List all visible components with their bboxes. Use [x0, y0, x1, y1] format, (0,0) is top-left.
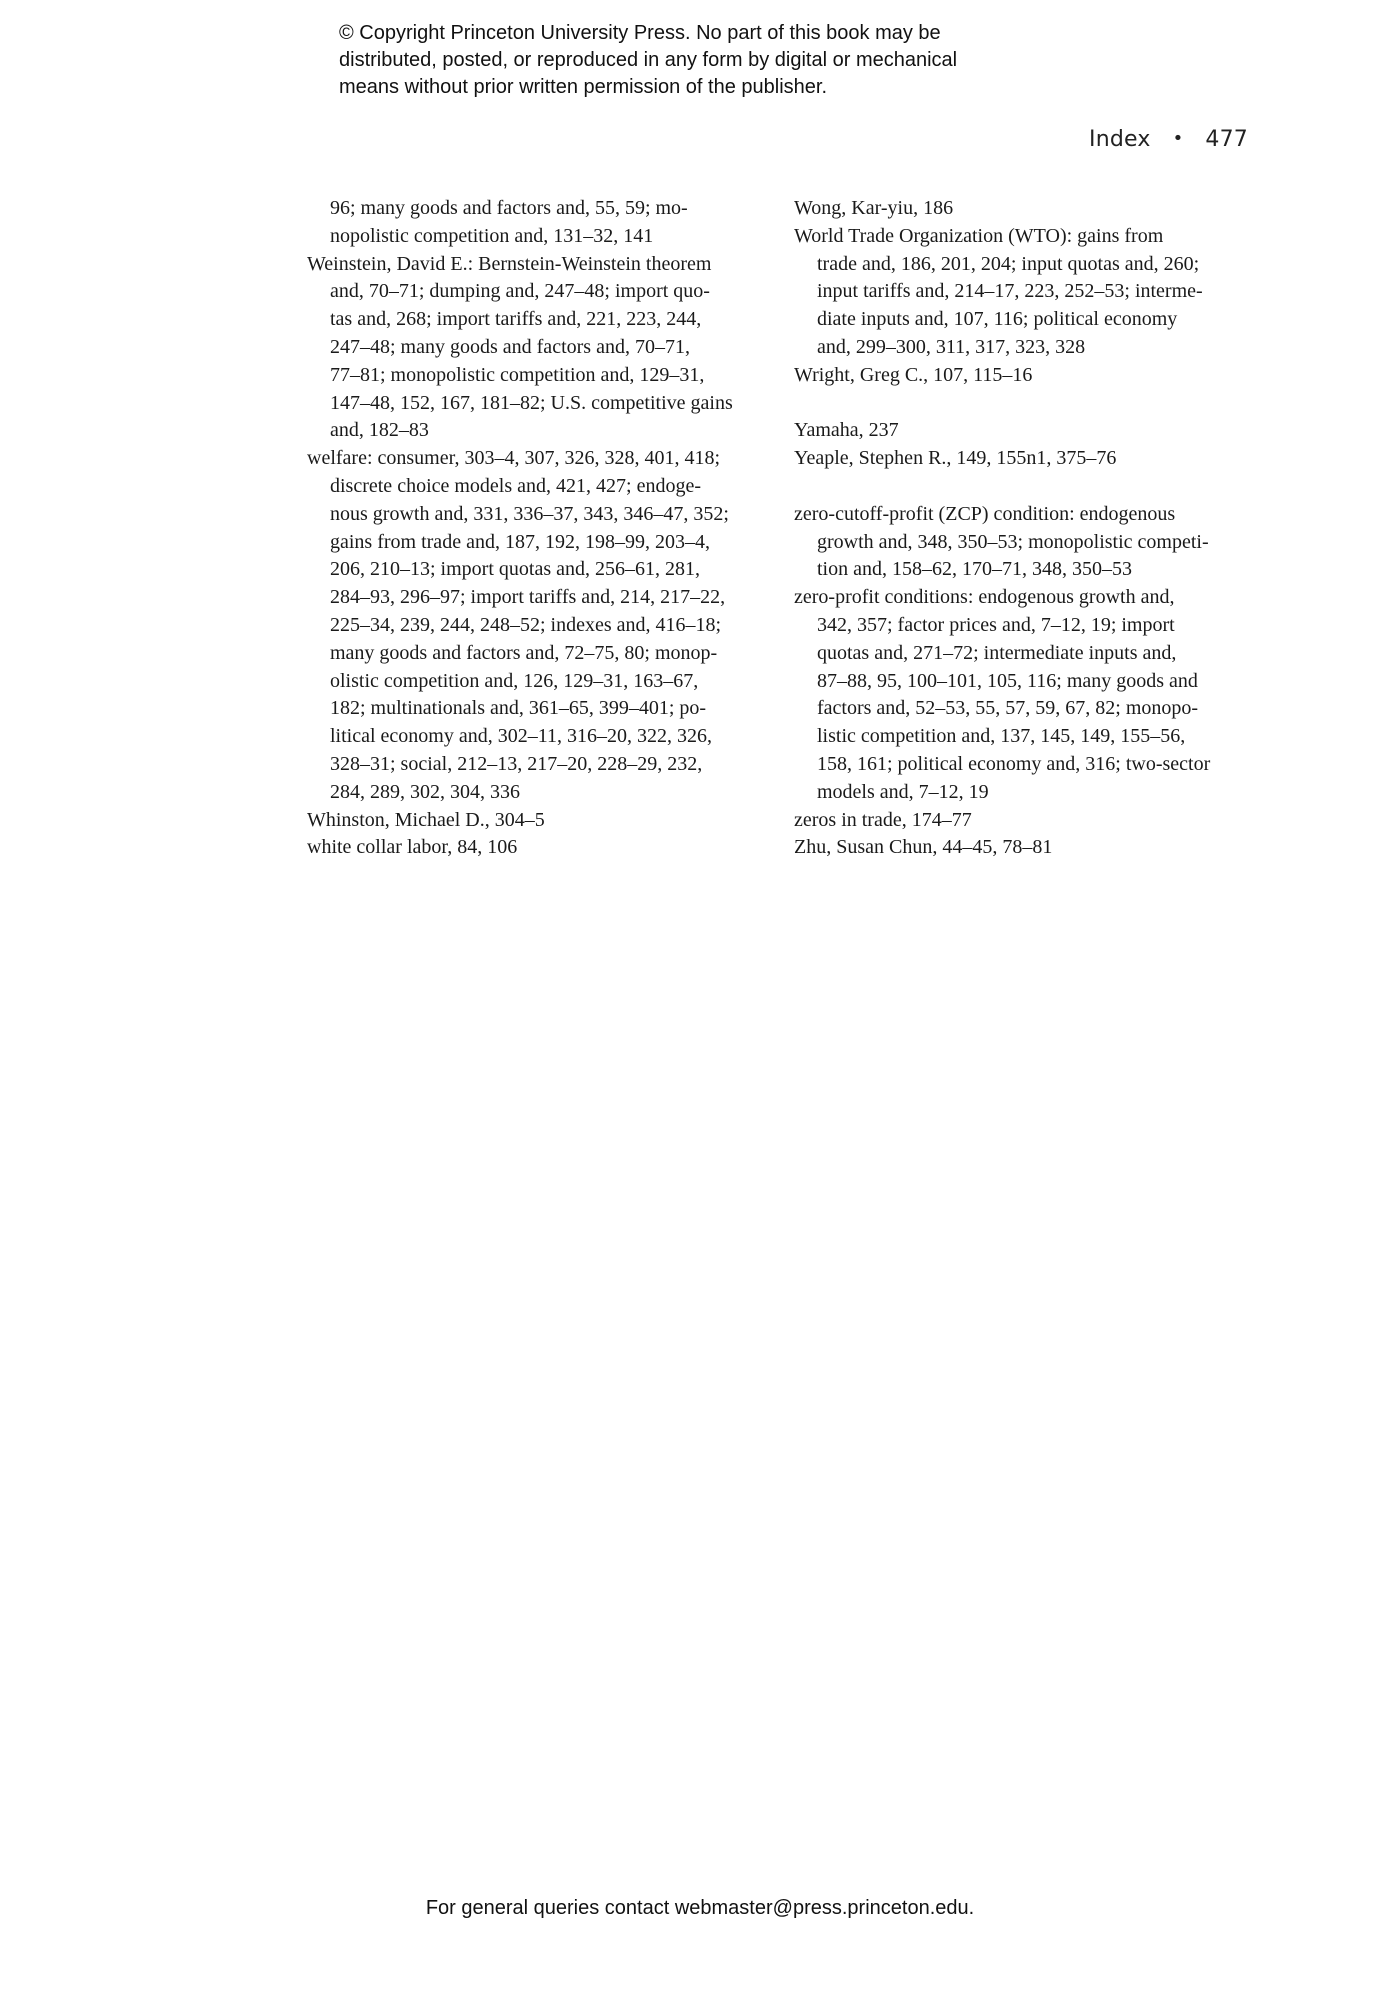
index-entry-subline: factors and, 52–53, 55, 57, 59, 67, 82; monopo-	[817, 697, 1199, 720]
index-entry-headword-line: Wright, Greg C., 107, 115–16	[794, 363, 1033, 386]
index-entry	[794, 223, 1254, 362]
index-entry-subline: gains from trade and, 187, 192, 198–99, 203–4,	[330, 530, 710, 553]
index-entry-headword-line: World Trade Organization (WTO): gains from	[794, 224, 1164, 247]
index-entry-subline: 96; many goods and factors and, 55, 59; mo-	[330, 197, 688, 219]
page-number: 477	[1205, 127, 1248, 152]
index-entry	[307, 834, 767, 862]
index-entry-subline: nous growth and, 331, 336–37, 343, 346–47, 352;	[330, 502, 729, 525]
section-title: Index	[1089, 127, 1151, 152]
index-entry-subline: 206, 210–13; import quotas and, 256–61, 281,	[330, 558, 700, 581]
copyright-line: © Copyright Princeton University Press. No part of this book may be	[339, 22, 941, 44]
index-entry	[794, 445, 1254, 473]
index-entry-subline: listic competition and, 137, 145, 149, 155–56,	[817, 725, 1186, 748]
index-column-left	[307, 195, 767, 862]
letter-group-gap	[794, 473, 1254, 501]
index-entry	[307, 251, 767, 446]
index-entry-headword-line: Weinstein, David E.: Bernstein-Weinstein theorem	[307, 252, 712, 275]
index-entry-headword-line: Wong, Kar-yiu, 186	[794, 197, 954, 219]
index-entry-subline: and, 299–300, 311, 317, 323, 328	[817, 335, 1086, 358]
index-entry	[794, 584, 1254, 806]
copyright-line: means without prior written permission of the publisher.	[339, 76, 828, 98]
index-entry-subline: input tariffs and, 214–17, 223, 252–53; interme-	[817, 280, 1203, 303]
index-entry-subline: 182; multinationals and, 361–65, 399–401; po-	[330, 697, 707, 720]
index-entry	[794, 834, 1254, 862]
index-entry-subline: tion and, 158–62, 170–71, 348, 350–53	[817, 558, 1132, 581]
index-entry-subline: 158, 161; political economy and, 316; two-sector	[817, 752, 1211, 775]
index-entry-headword-line: zero-cutoff-profit (ZCP) condition: endogenous	[794, 502, 1176, 525]
index-column-right	[794, 195, 1254, 862]
index-entry-subline: 328–31; social, 212–13, 217–20, 228–29, 232,	[330, 752, 703, 775]
index-entry-subline: litical economy and, 302–11, 316–20, 322, 326,	[330, 725, 712, 748]
index-entry-subline: 225–34, 239, 244, 248–52; indexes and, 416–18;	[330, 613, 722, 636]
index-entry	[307, 195, 767, 251]
index-entry-subline: discrete choice models and, 421, 427; endoge-	[330, 474, 701, 497]
bullet-separator: •	[1172, 128, 1184, 149]
index-entry-subline: 247–48; many goods and factors and, 70–71,	[330, 335, 690, 358]
index-entry-subline: many goods and factors and, 72–75, 80; monop-	[330, 641, 718, 664]
index-entry-subline: tas and, 268; import tariffs and, 221, 223, 244,	[330, 308, 702, 331]
index-entry-headword-line: Yamaha, 237	[794, 419, 899, 442]
index-entry	[794, 807, 1254, 835]
index-entry-subline: 284–93, 296–97; import tariffs and, 214, 217–22,	[330, 586, 726, 609]
index-entry	[794, 195, 1254, 223]
index-entry-headword-line: white collar labor, 84, 106	[307, 836, 518, 859]
index-entry-subline: 77–81; monopolistic competition and, 129–31,	[330, 363, 705, 386]
index-entry-subline: and, 70–71; dumping and, 247–48; import quo-	[330, 280, 710, 303]
index-entry-subline: 284, 289, 302, 304, 336	[330, 780, 520, 803]
index-entry-subline: trade and, 186, 201, 204; input quotas and, 260;	[817, 252, 1200, 275]
index-entry-subline: 342, 357; factor prices and, 7–12, 19; import	[817, 613, 1175, 636]
index-entry	[794, 501, 1254, 584]
copyright-notice	[339, 20, 1099, 101]
index-entry-headword-line: Whinston, Michael D., 304–5	[307, 808, 545, 831]
index-entry-headword-line: zeros in trade, 174–77	[794, 808, 972, 831]
index-entry-subline: quotas and, 271–72; intermediate inputs and,	[817, 641, 1177, 664]
index-entry-subline: and, 182–83	[330, 419, 429, 442]
index-entry	[307, 445, 767, 806]
running-head	[1089, 127, 1248, 152]
index-entry	[794, 362, 1254, 390]
index-entry-subline: 87–88, 95, 100–101, 105, 116; many goods and	[817, 669, 1198, 692]
index-entry-headword-line: welfare: consumer, 303–4, 307, 326, 328, 401, 418;	[307, 447, 721, 470]
index-entry-subline: olistic competition and, 126, 129–31, 163–67,	[330, 669, 699, 692]
index-entry-headword-line: Zhu, Susan Chun, 44–45, 78–81	[794, 836, 1053, 859]
index-entry-headword-line: zero-profit conditions: endogenous growth and,	[794, 586, 1175, 609]
index-entry-subline: growth and, 348, 350–53; monopolistic competi-	[817, 530, 1209, 553]
footer-contact: For general queries contact webmaster@press.princeton.edu.	[425, 1897, 975, 1919]
index-entry	[794, 417, 1254, 445]
index-entry-headword-line: Yeaple, Stephen R., 149, 155n1, 375–76	[794, 447, 1117, 470]
index-entry-subline: nopolistic competition and, 131–32, 141	[330, 224, 654, 247]
index-entry-subline: diate inputs and, 107, 116; political economy	[817, 308, 1178, 331]
index-entry	[307, 807, 767, 835]
letter-group-gap	[794, 390, 1254, 418]
index-entry-subline: models and, 7–12, 19	[817, 780, 989, 803]
index-entry-subline: 147–48, 152, 167, 181–82; U.S. competitive gains	[330, 391, 733, 414]
copyright-line: distributed, posted, or reproduced in any form by digital or mechanical	[339, 49, 958, 71]
